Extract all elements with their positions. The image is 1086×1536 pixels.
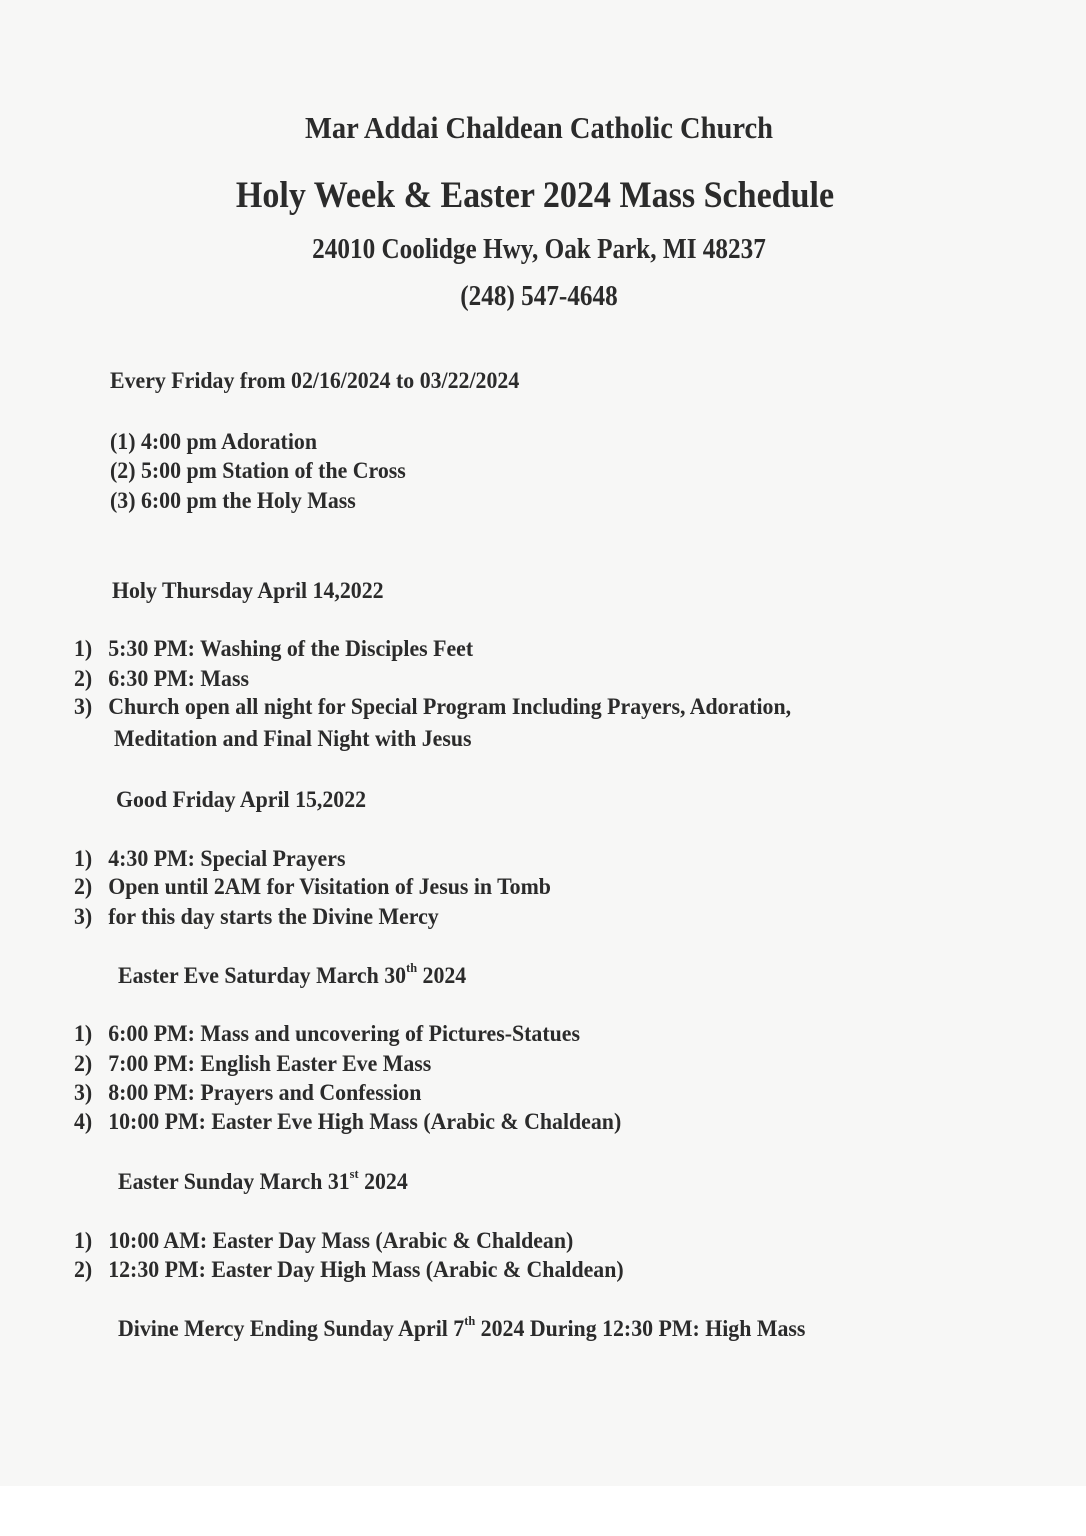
item-text: 8:00 PM: Prayers and Confession (108, 1080, 422, 1105)
title-year: 2024 (358, 1169, 408, 1194)
item-number: 1) (74, 636, 93, 661)
church-address: 24010 Coolidge Hwy, Oak Park, MI 48237 (312, 234, 766, 265)
item-text: 10:00 AM: Easter Day Mass (Arabic & Chaldean) (108, 1228, 574, 1253)
item-text: 10:00 PM: Easter Eve High Mass (Arabic & Chaldean) (108, 1109, 622, 1134)
list-item (74, 694, 791, 720)
item-number: 1) (74, 1228, 93, 1253)
church-name: Mar Addai Chaldean Catholic Church (304, 110, 774, 145)
list-item (74, 1257, 624, 1283)
item-number: 3) (74, 904, 93, 929)
item-text: 6:30 PM: Mass (108, 666, 249, 691)
section-title-easter-eve (118, 960, 467, 989)
item-number: 1) (74, 1021, 93, 1046)
section-title-easter-sunday (118, 1166, 408, 1195)
list-item (74, 666, 249, 692)
ordinal-suffix: st (349, 1166, 359, 1181)
item-text: 12:30 PM: Easter Day High Mass (Arabic & Chaldean) (108, 1257, 624, 1282)
title-text: Easter Sunday March 31 (118, 1169, 350, 1194)
list-item (74, 1080, 421, 1106)
item-number: 2) (74, 874, 93, 899)
friday-item: (3) 6:00 pm the Holy Mass (110, 488, 356, 513)
item-text: 7:00 PM: English Easter Eve Mass (108, 1051, 432, 1076)
item-text: for this day starts the Divine Mercy (108, 904, 439, 929)
item-number: 2) (74, 1051, 93, 1076)
list-item (74, 1109, 621, 1135)
list-item (74, 1228, 573, 1254)
item-text: Church open all night for Special Program Including Prayers, Adoration, (108, 694, 792, 719)
item-text: 5:30 PM: Washing of the Disciples Feet (108, 636, 474, 661)
ordinal-suffix: th (464, 1313, 476, 1328)
item-number: 2) (74, 1257, 93, 1282)
item-text: Open until 2AM for Visitation of Jesus in Tomb (108, 874, 551, 899)
item-number: 4) (74, 1109, 93, 1134)
item-number: 2) (74, 666, 93, 691)
note-text-suffix: 2024 During 12:30 PM: High Mass (475, 1316, 806, 1341)
list-item (74, 1021, 580, 1047)
section-title-good-friday: Good Friday April 15,2022 (116, 787, 367, 812)
ordinal-suffix: th (406, 960, 418, 975)
friday-item: (2) 5:00 pm Station of the Cross (110, 458, 406, 483)
divine-mercy-note (118, 1313, 806, 1342)
note-text: Divine Mercy Ending Sunday April 7 (118, 1316, 465, 1341)
item-number: 1) (74, 846, 93, 871)
section-title-fridays: Every Friday from 02/16/2024 to 03/22/2024 (110, 368, 520, 393)
list-item (74, 636, 473, 662)
list-item (74, 904, 439, 930)
item-text: 6:00 PM: Mass and uncovering of Pictures-Statues (108, 1021, 580, 1046)
item-text: 4:30 PM: Special Prayers (108, 846, 346, 871)
title-year: 2024 (417, 963, 467, 988)
list-item (74, 846, 345, 872)
list-item (74, 874, 551, 900)
friday-item: (1) 4:00 pm Adoration (110, 429, 317, 454)
church-phone: (248) 547-4648 (460, 281, 618, 312)
item-number: 3) (74, 694, 93, 719)
page-title: Holy Week & Easter 2024 Mass Schedule (235, 175, 835, 216)
section-title-holy-thursday: Holy Thursday April 14,2022 (112, 578, 384, 603)
item-number: 3) (74, 1080, 93, 1105)
list-item-continuation: Meditation and Final Night with Jesus (114, 726, 472, 751)
list-item (74, 1051, 431, 1077)
title-text: Easter Eve Saturday March 30 (118, 963, 407, 988)
